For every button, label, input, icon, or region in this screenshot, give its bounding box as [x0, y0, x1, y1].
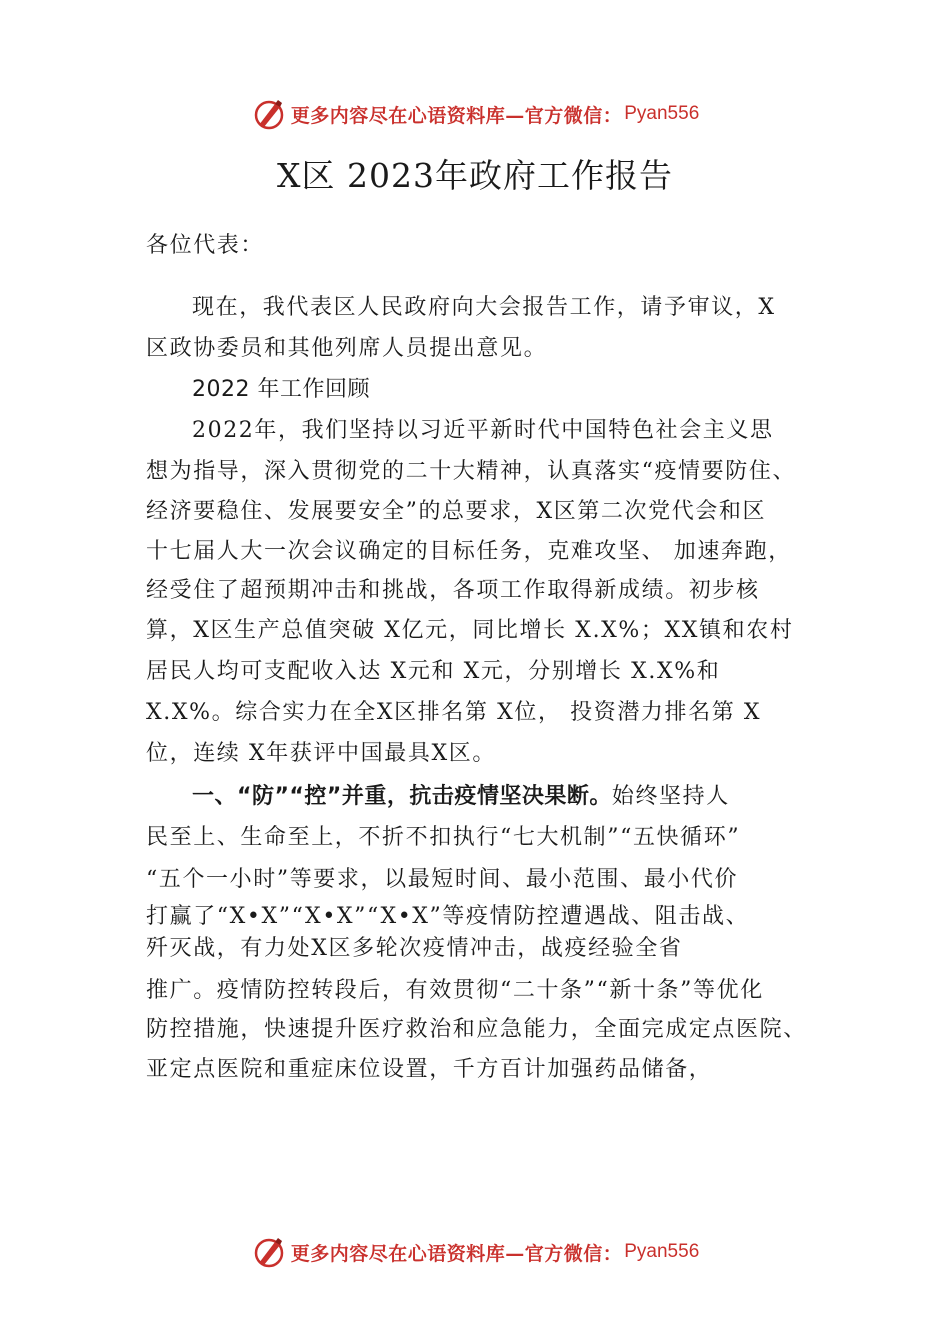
paragraph-line: 位，连续 X年获评中国最具X区。 [146, 741, 496, 766]
section-heading: 2022 年工作回顾 [192, 377, 370, 402]
document-title: X区 2023年政府工作报告 [277, 156, 673, 195]
paragraph-line: 2022年，我们坚持以习近平新时代中国特色社会主义思 [192, 418, 774, 443]
paragraph-line [192, 779, 730, 810]
paragraph-line: 推广。疫情防控转段后，有效贯彻“二十条”“新十条”等优化 [146, 978, 764, 1003]
paragraph-line: 经济要稳住、发展要安全”的总要求，X区第二次党代会和区 [146, 499, 767, 524]
paragraph-line: 区政协委员和其他列席人员提出意见。 [146, 336, 548, 361]
paragraph-line: 算，X区生产总值突破 X亿元，同比增长 X.X%；XX镇和农村 [146, 618, 794, 643]
paragraph-line: 歼灭战，有力处X区多轮次疫情冲击，战疫经验全省 [146, 936, 683, 961]
pen-logo-icon [251, 1234, 287, 1270]
paragraph-line: 打赢了“X•X”“X•X”“X•X”等疫情防控遭遇战、阻击战、 [146, 904, 750, 929]
paragraph-line: X.X%。综合实力在全X区排名第 X位， 投资潜力排名第 X [146, 700, 762, 725]
paragraph-line: 居民人均可支配收入达 X元和 X元，分别增长 X.X%和 [146, 659, 721, 684]
watermark-wechat-id: Pyan556 [624, 1241, 700, 1262]
paragraph-line: 现在，我代表区人民政府向大会报告工作，请予审议，X [192, 295, 776, 320]
paragraph-line: 想为指导，深入贯彻党的二十大精神，认真落实“疫情要防住、 [146, 459, 797, 484]
watermark-text: 更多内容尽在心语资料库—官方微信： [290, 104, 623, 127]
bold-heading: 一、“防”“控”并重，抗击疫情坚决果断。 [192, 784, 612, 809]
footer-watermark [0, 1232, 950, 1272]
paragraph-line: 民至上、生命至上，不折不扣执行“七大机制”“五快循环” [146, 825, 741, 850]
watermark-text: 更多内容尽在心语资料库—官方微信： [290, 1242, 623, 1265]
header-watermark [0, 94, 950, 134]
paragraph-line: 亚定点医院和重症床位设置，千方百计加强药品储备， [146, 1057, 713, 1082]
watermark-wechat-id: Pyan556 [624, 103, 700, 124]
paragraph-line: 经受住了超预期冲击和挑战，各项工作取得新成绩。初步核 [146, 578, 760, 603]
paragraph-text: 始终坚持人 [611, 784, 730, 809]
paragraph-line: 防控措施，快速提升医疗救治和应急能力，全面完成定点医院、 [146, 1017, 807, 1042]
salutation: 各位代表： [146, 233, 265, 258]
pen-logo-icon [251, 96, 287, 132]
paragraph-line: “五个一小时”等要求，以最短时间、最小范围、最小代价 [146, 867, 739, 892]
paragraph-line: 十七届人大一次会议确定的目标任务，克难攻坚、 加速奔跑， [146, 539, 792, 564]
